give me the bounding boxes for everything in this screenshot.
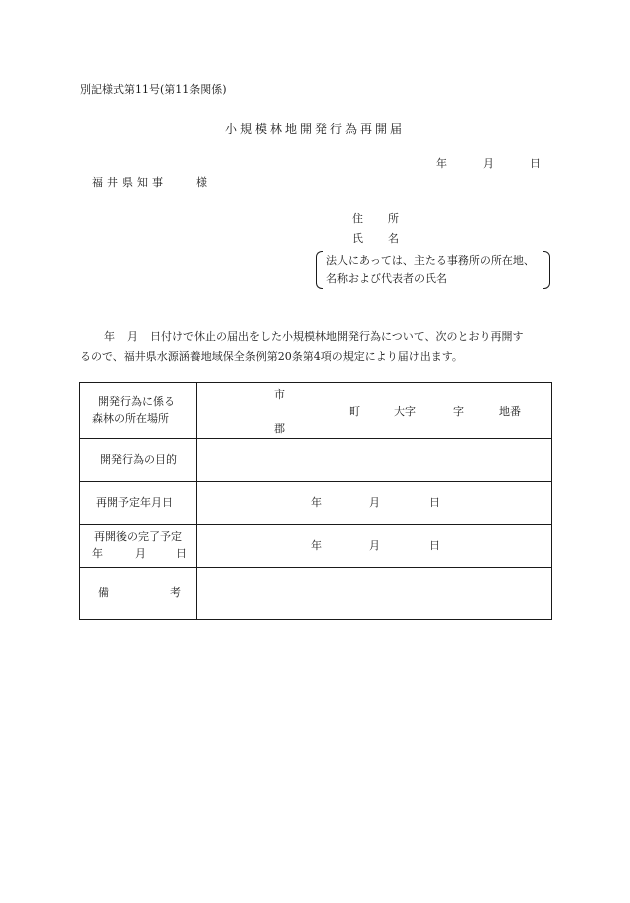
location-label-cell [80,383,197,439]
name-label-part1: 氏 [352,232,363,245]
date-month-label: 月 [483,157,494,170]
body-year-label: 年 [104,330,115,343]
left-bracket [316,251,323,289]
resume-month-label: 月 [369,496,380,509]
purpose-value-cell[interactable] [197,439,552,482]
table-row-resume-date [80,482,552,525]
right-bracket [543,251,550,289]
completion-label-month: 月 [135,547,146,560]
notification-table [79,382,552,620]
addressee-name: 福井県知事 [92,176,167,189]
location-label-line2: 森林の所在場所 [92,412,169,425]
resume-year-label: 年 [311,496,322,509]
completion-label-day: 日 [176,547,187,560]
oaza-label: 大字 [394,405,416,418]
purpose-label-cell [80,439,197,482]
aza-label: 字 [453,405,464,418]
completion-label-year: 年 [92,547,103,560]
date-day-label: 日 [530,157,541,170]
completion-date-label-cell [80,525,197,568]
document-title: 小規模林地開発行為再開届 [224,122,405,136]
table-row-completion-date [80,525,552,568]
table-row-purpose [80,439,552,482]
town-label: 町 [349,405,360,418]
remarks-label-part2: 考 [170,586,181,599]
resume-day-label: 日 [429,496,440,509]
body-text-line1: 日付けで休止の届出をした小規模林地開発行為について、次のとおり再開す [150,330,524,343]
name-label-part2: 名 [388,232,399,245]
corporate-note-line1: 法人にあっては、主たる事務所の所在地、 [326,254,535,267]
body-text-line2: るので、福井県水源涵養地域保全条例第20条第4項の規定により届け出ます。 [80,350,463,363]
city-label: 市 [274,388,285,401]
resume-date-label: 再開予定年月日 [96,496,173,509]
address-label-part1: 住 [352,212,363,225]
remarks-label-part1: 備 [98,586,109,599]
completion-date-value-cell[interactable] [197,525,552,568]
completion-month-label: 月 [369,539,380,552]
corporate-note-bracket [316,251,550,289]
lot-number-label: 地番 [499,405,521,418]
completion-year-label: 年 [311,539,322,552]
purpose-label: 開発行為の目的 [100,453,177,466]
county-label: 郡 [274,422,285,435]
table-row-remarks [80,568,552,620]
body-month-label: 月 [127,330,138,343]
location-value-cell[interactable] [197,383,552,439]
resume-date-value-cell[interactable] [197,482,552,525]
address-label-part2: 所 [388,212,399,225]
completion-date-label-line1: 再開後の完了予定 [94,530,182,543]
form-number-label: 別記様式第11号(第11条関係) [80,83,227,96]
corporate-note-line2: 名称および代表者の氏名 [326,272,447,285]
completion-day-label: 日 [429,539,440,552]
table-row-location [80,383,552,439]
remarks-value-cell[interactable] [197,568,552,620]
resume-date-label-cell [80,482,197,525]
date-year-label: 年 [436,157,447,170]
location-label-line1: 開発行為に係る [98,395,175,408]
addressee-honorific: 様 [196,176,207,189]
remarks-label-cell [80,568,197,620]
